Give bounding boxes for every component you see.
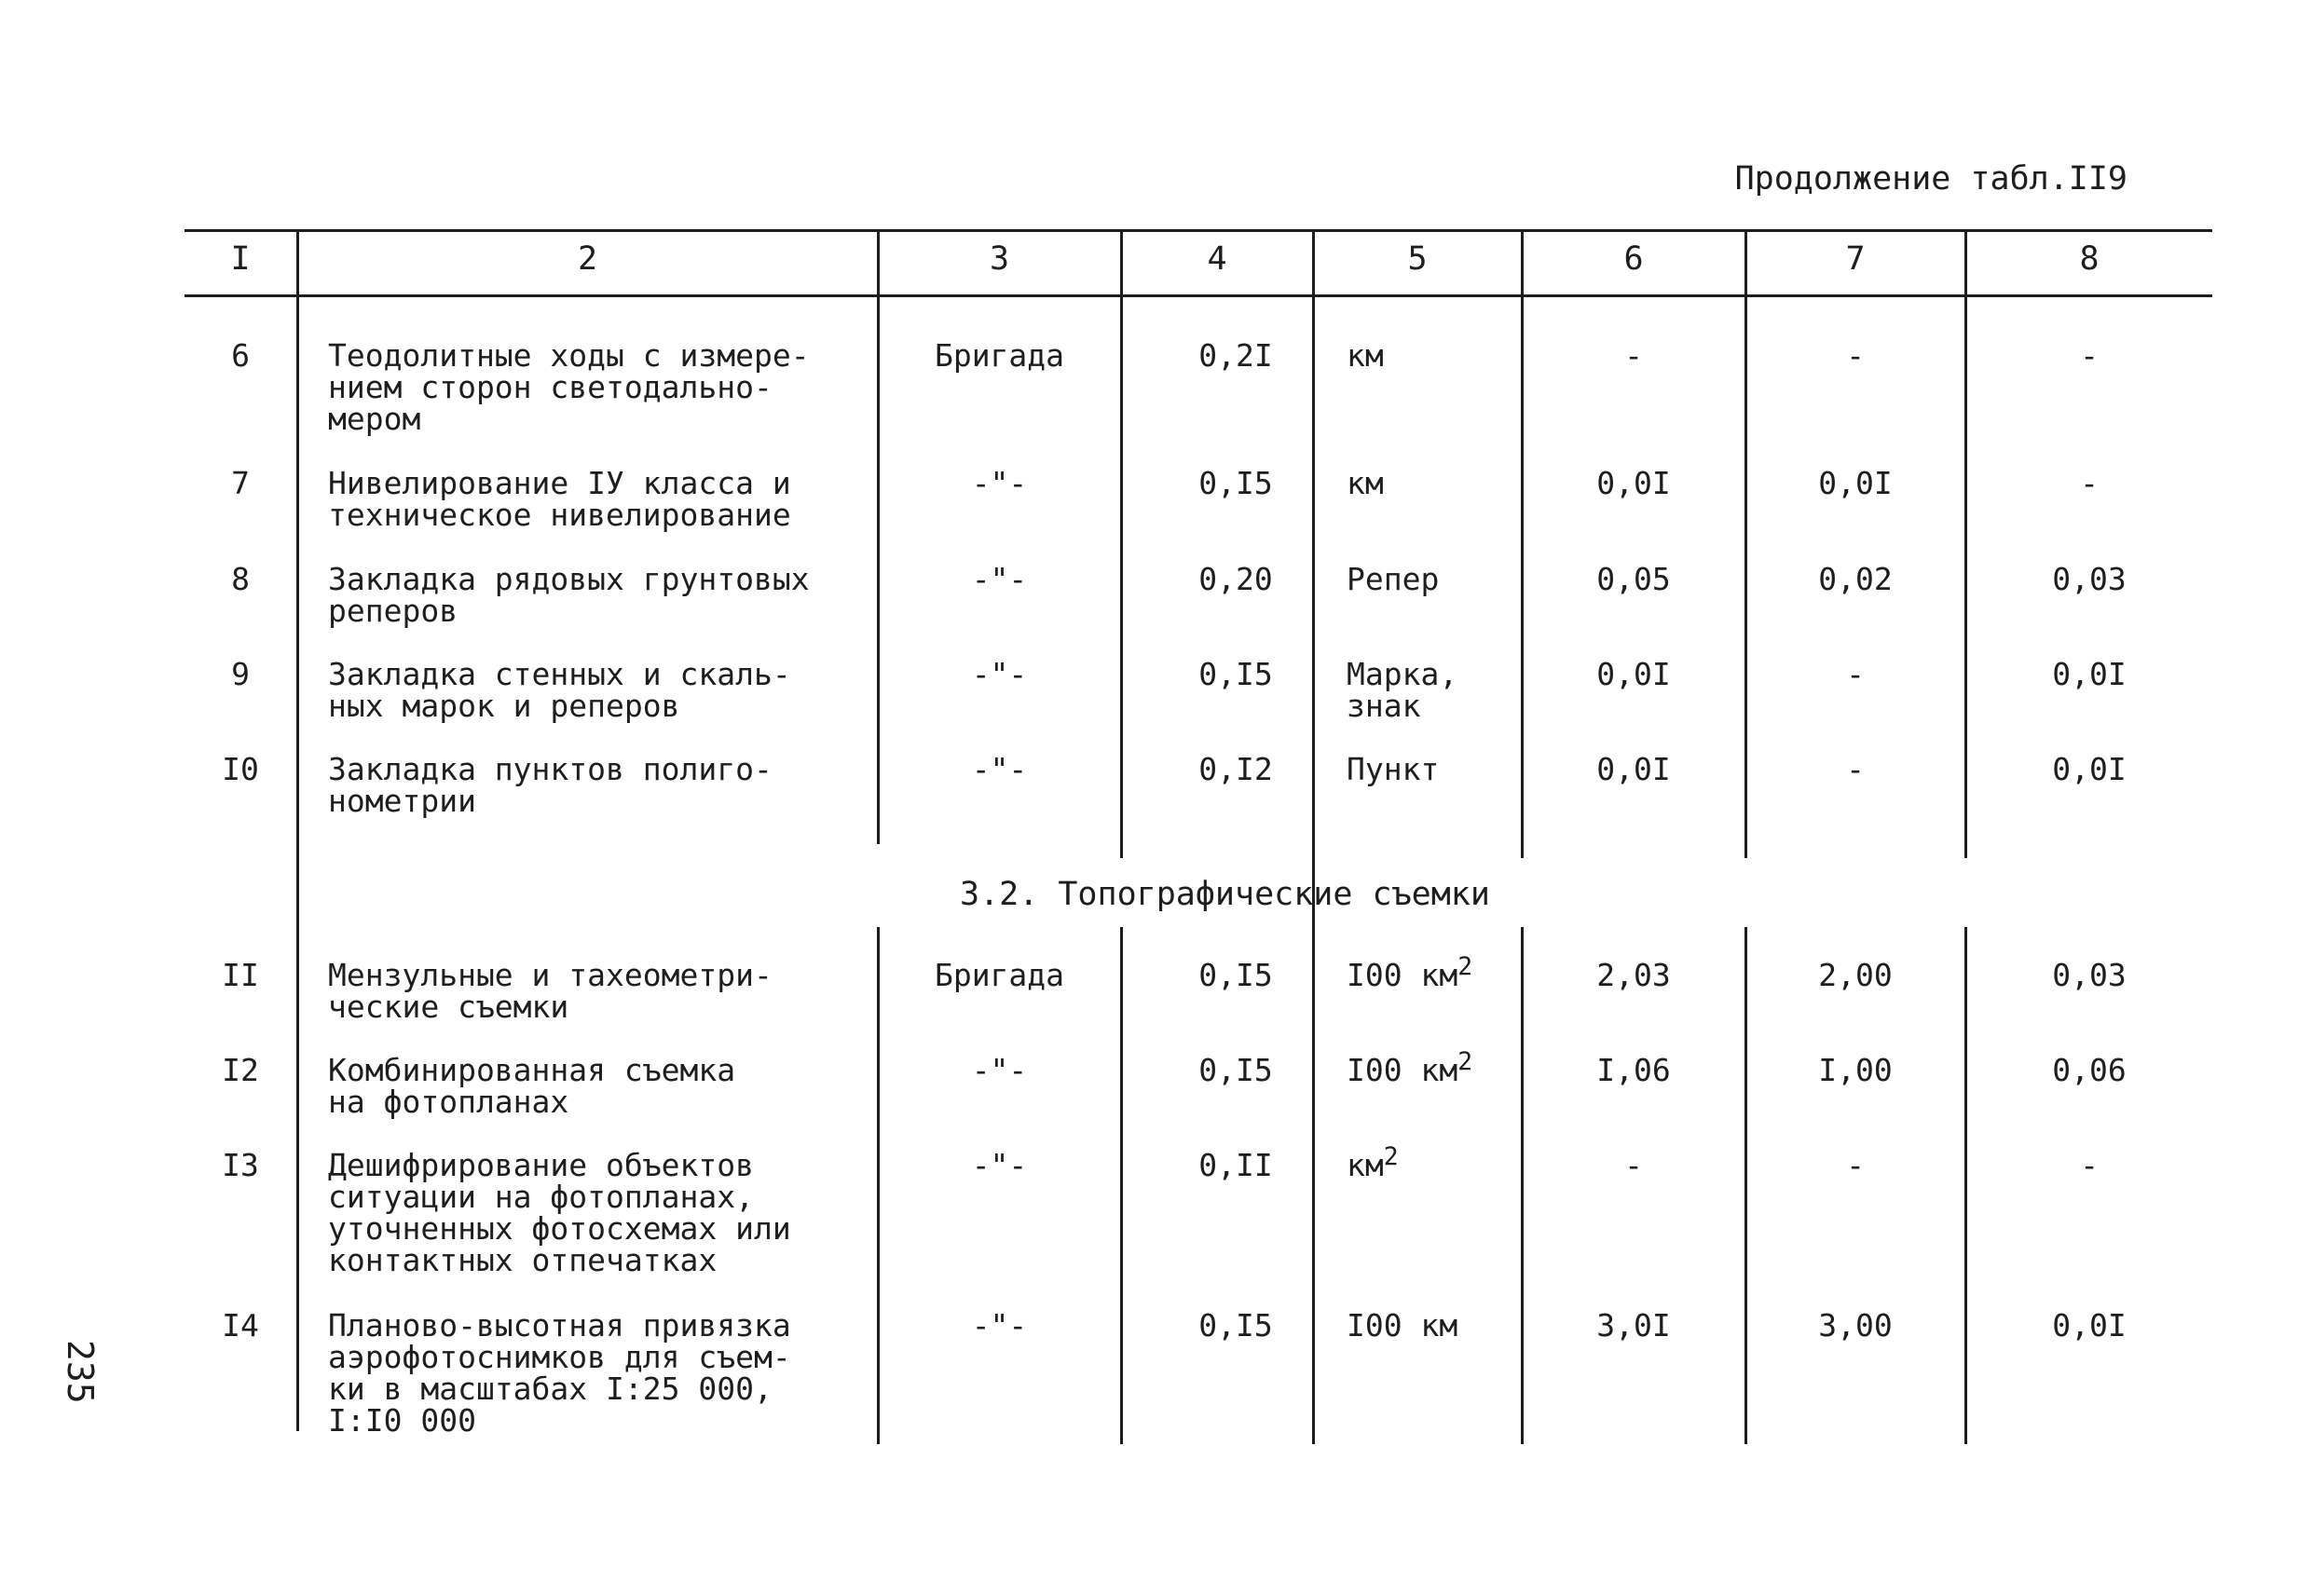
cell-no: 7 xyxy=(231,465,250,501)
cell-executor: Бригада xyxy=(934,337,1065,374)
column-divider xyxy=(877,229,880,844)
cell-c6: 3,0I xyxy=(1596,1307,1671,1344)
column-header: 8 xyxy=(2079,240,2100,278)
column-divider xyxy=(1744,927,1747,1444)
column-divider xyxy=(1521,927,1524,1444)
cell-executor: Бригада xyxy=(934,957,1065,993)
cell-unit: I00 км xyxy=(1347,1307,1458,1344)
cell-executor: -"- xyxy=(971,1307,1028,1344)
cell-name: Закладка пунктов полиго- нометрии xyxy=(328,751,773,819)
section-title: 3.2. Топографические съемки xyxy=(960,876,1490,913)
cell-name: Мензульные и тахеометри- ческие съемки xyxy=(328,957,773,1025)
column-header: I xyxy=(230,240,251,278)
cell-name: Закладка стенных и скаль- ных марок и реперов xyxy=(328,656,791,724)
cell-unit: I00 $км^2$ xyxy=(1347,952,1473,993)
cell-c7: 0,02 xyxy=(1818,561,1893,597)
cell-c8: 0,06 xyxy=(2052,1052,2127,1088)
cell-no: II xyxy=(222,957,259,993)
cell-c7: - xyxy=(1846,656,1865,692)
cell-c8: 0,0I xyxy=(2052,751,2127,787)
cell-no: I3 xyxy=(222,1147,259,1183)
cell-unit: I00 $км^2$ xyxy=(1347,1047,1473,1088)
cell-coef: 0,I5 xyxy=(1198,1307,1273,1344)
cell-c8: - xyxy=(2080,337,2099,374)
cell-executor: -"- xyxy=(971,1147,1028,1183)
column-divider xyxy=(1120,927,1123,1444)
cell-executor: -"- xyxy=(971,465,1028,501)
cell-c6: 0,0I xyxy=(1596,656,1671,692)
cell-unit: Пункт xyxy=(1347,751,1440,787)
cell-c7: - xyxy=(1846,751,1865,787)
cell-c8: 0,0I xyxy=(2052,656,2127,692)
cell-coef: 0,20 xyxy=(1198,561,1273,597)
cell-unit: км xyxy=(1347,337,1384,374)
cell-c8: 0,0I xyxy=(2052,1307,2127,1344)
column-header: 6 xyxy=(1623,240,1644,278)
cell-no: I0 xyxy=(222,751,259,787)
cell-no: 6 xyxy=(231,337,250,374)
cell-c6: - xyxy=(1624,1147,1643,1183)
cell-no: I4 xyxy=(222,1307,259,1344)
cell-coef: 0,I5 xyxy=(1198,656,1273,692)
cell-executor: -"- xyxy=(971,1052,1028,1088)
cell-name: Закладка рядовых грунтовых реперов xyxy=(328,561,810,629)
unit-superscript: 2 xyxy=(1457,1047,1473,1076)
page-number: 235 xyxy=(60,1340,101,1404)
cell-name: Теодолитные ходы с измере- нием сторон светодально- мером xyxy=(328,337,810,437)
column-header: 3 xyxy=(989,240,1010,278)
cell-name: Дешифрирование объектов ситуации на фотопланах, уточненных фотосхемах или контактных отпечатках xyxy=(328,1147,791,1278)
column-header: 4 xyxy=(1207,240,1227,278)
cell-c6: 0,0I xyxy=(1596,465,1671,501)
cell-executor: -"- xyxy=(971,751,1028,787)
cell-no: 8 xyxy=(231,561,250,597)
column-divider xyxy=(296,229,299,1431)
column-header: 5 xyxy=(1407,240,1428,278)
cell-c8: 0,03 xyxy=(2052,561,2127,597)
cell-c8: 0,03 xyxy=(2052,957,2127,993)
cell-coef: 0,I5 xyxy=(1198,957,1273,993)
cell-c6: - xyxy=(1624,337,1643,374)
cell-executor: -"- xyxy=(971,656,1028,692)
cell-no: I2 xyxy=(222,1052,259,1088)
cell-no: 9 xyxy=(231,656,250,692)
cell-c6: 0,05 xyxy=(1596,561,1671,597)
cell-coef: 0,I5 xyxy=(1198,1052,1273,1088)
cell-executor: -"- xyxy=(971,561,1028,597)
cell-c8: - xyxy=(2080,1147,2099,1183)
unit-superscript: 2 xyxy=(1457,952,1473,981)
cell-unit: км xyxy=(1347,465,1384,501)
column-divider xyxy=(1964,927,1967,1444)
cell-unit: Репер xyxy=(1347,561,1440,597)
cell-c6: 2,03 xyxy=(1596,957,1671,993)
cell-c7: - xyxy=(1846,1147,1865,1183)
cell-c6: 0,0I xyxy=(1596,751,1671,787)
unit-superscript: 2 xyxy=(1383,1142,1399,1171)
table-caption: Продолжение табл.II9 xyxy=(1734,160,2127,198)
cell-unit: Марка, знак xyxy=(1347,656,1458,724)
cell-name: Планово-высотная привязка аэрофотоснимков для съем- ки в масштабах I:25 000, I:I0 000 xyxy=(328,1307,791,1439)
column-divider xyxy=(1312,229,1315,1444)
cell-c7: 0,0I xyxy=(1818,465,1893,501)
cell-name: Комбинированная съемка на фотопланах xyxy=(328,1052,736,1120)
cell-coef: 0,I5 xyxy=(1198,465,1273,501)
cell-c7: - xyxy=(1846,337,1865,374)
cell-c7: I,00 xyxy=(1818,1052,1893,1088)
cell-name: Нивелирование IУ класса и техническое нивелирование xyxy=(328,465,791,533)
column-header: 2 xyxy=(577,240,598,278)
cell-unit: $км^2$ xyxy=(1347,1142,1399,1183)
cell-c8: - xyxy=(2080,465,2099,501)
cell-coef: 0,II xyxy=(1198,1147,1273,1183)
cell-c7: 3,00 xyxy=(1818,1307,1893,1344)
column-header: 7 xyxy=(1845,240,1866,278)
cell-coef: 0,2I xyxy=(1198,337,1273,374)
cell-coef: 0,I2 xyxy=(1198,751,1273,787)
cell-c7: 2,00 xyxy=(1818,957,1893,993)
table-header-rule xyxy=(185,294,2212,297)
cell-c6: I,06 xyxy=(1596,1052,1671,1088)
table-top-rule xyxy=(185,229,2212,232)
